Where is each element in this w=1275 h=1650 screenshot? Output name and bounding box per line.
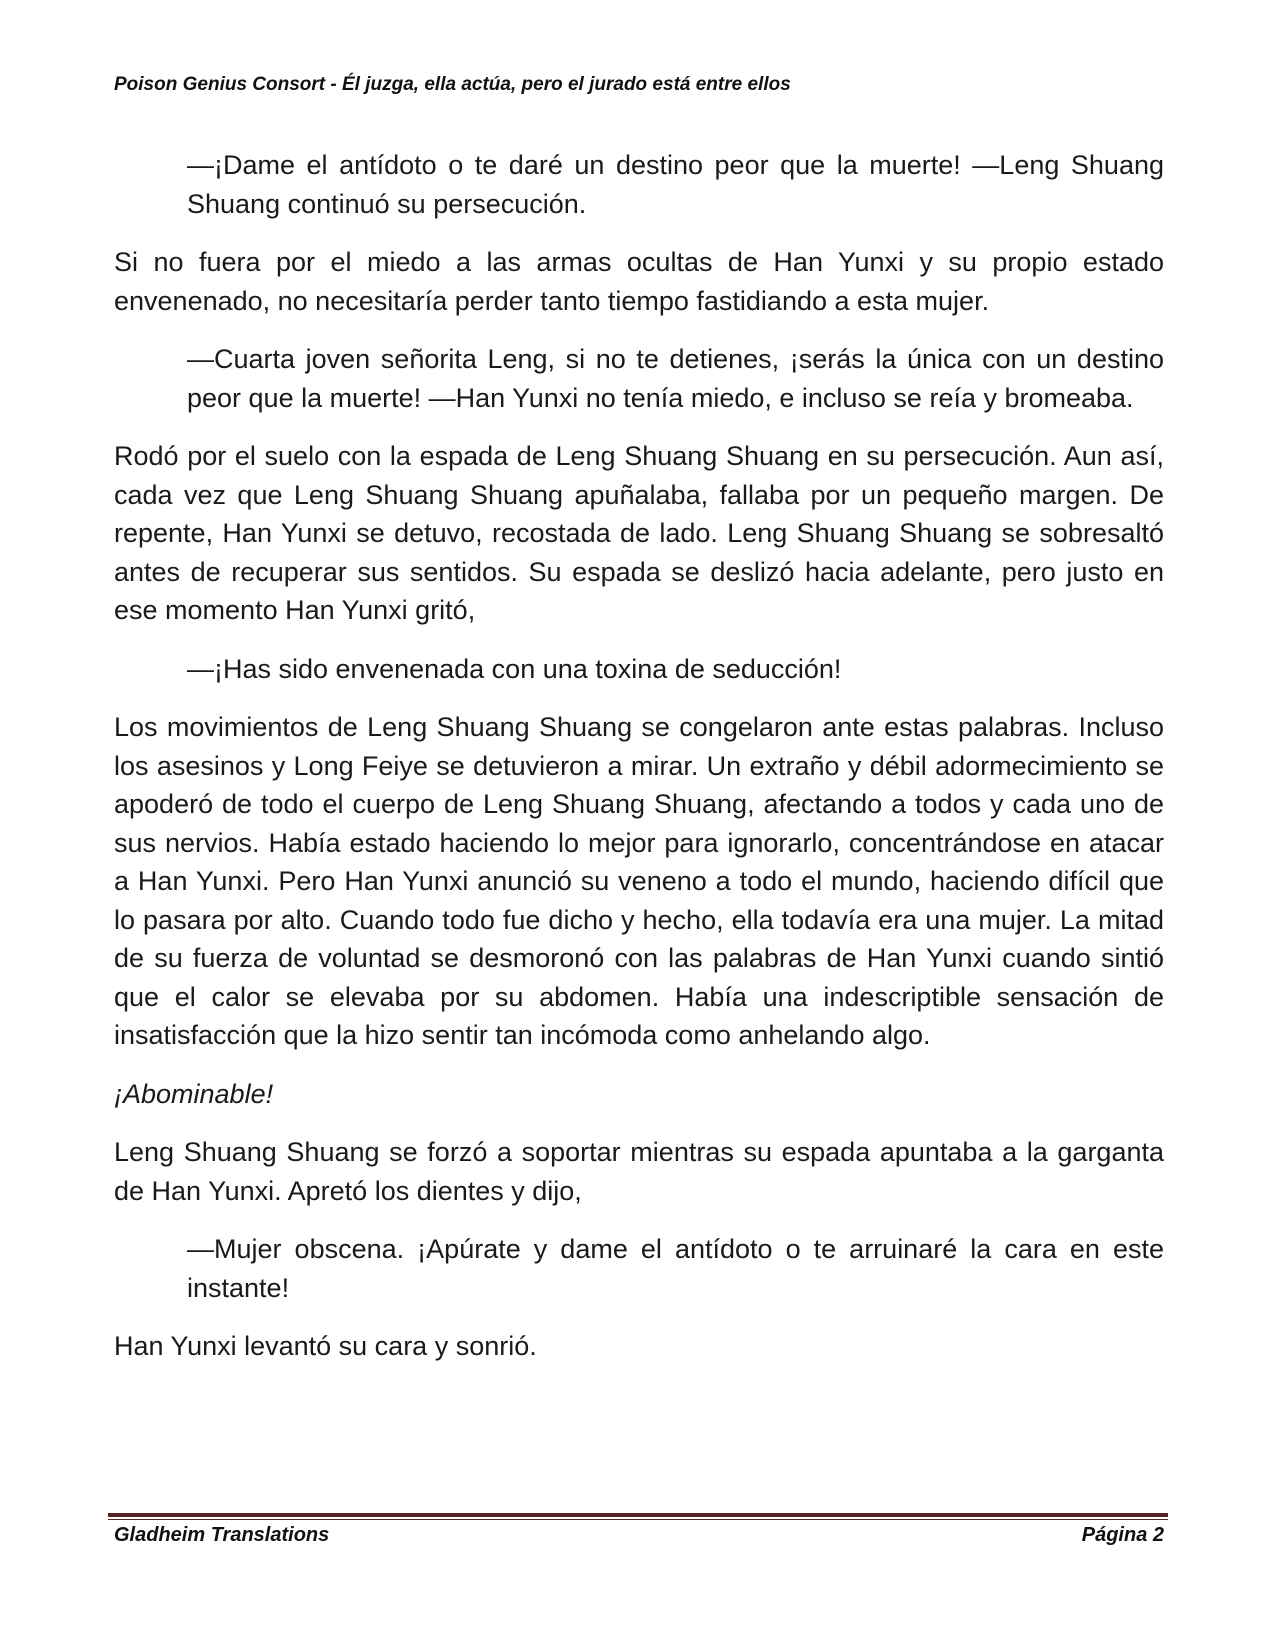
thought-paragraph: ¡Abominable! (114, 1078, 274, 1109)
narration-paragraph: Si no fuera por el miedo a las armas ocultas de Han Yunxi y su propio estado envenenado, no necesitaría perder tanto tiempo fastidiando a esta mujer. (114, 247, 1164, 316)
narration-paragraph: Leng Shuang Shuang se forzó a soportar mientras su espada apuntaba a la garganta de Han Yunxi. Apretó los dientes y dijo, (114, 1137, 1164, 1206)
dialogue-paragraph: —¡Has sido envenenada con una toxina de seducción! (187, 653, 842, 684)
footer-divider (108, 1513, 1168, 1520)
dialogue-paragraph: —Mujer obscena. ¡Apúrate y dame el antídoto o te arruinaré la cara en este instante! (187, 1234, 1164, 1303)
narration-paragraph: Han Yunxi levantó su cara y sonrió. (114, 1331, 537, 1361)
footer-divider-thin (108, 1519, 1168, 1520)
footer-publisher: Gladheim Translations (114, 1524, 330, 1546)
narration-paragraph: Rodó por el suelo con la espada de Leng Shuang Shuang en su persecución. Aun así, cada vez que Leng Shuang Shuang apuñalaba, fallaba por un pequeño margen. De repente, Han Yunxi se detuvo, recostada de lado. Leng Shuang Shuang se sobresaltó antes de recuperar sus sentidos. Su espada se deslizó hacia adelante, pero justo en ese momento Han Yunxi gritó, (114, 441, 1164, 625)
dialogue-paragraph: —¡Dame el antídoto o te daré un destino peor que la muerte! —Leng Shuang Shuang continuó su persecución. (187, 150, 1164, 219)
footer-divider-thick (108, 1513, 1168, 1517)
narration-paragraph: Los movimientos de Leng Shuang Shuang se congelaron ante estas palabras. Incluso los asesinos y Long Feiye se detuvieron a mirar. Un extraño y débil adormecimiento se apoderó de todo el cuerpo de Leng Shuang Shuang, afectando a todos y cada uno de sus nervios. Había estado haciendo lo mejor para ignorarlo, concentrándose en atacar a Han Yunxi. Pero Han Yunxi anunció su veneno a todo el mundo, haciendo difícil que lo pasara por alto. Cuando todo fue dicho y hecho, ella todavía era una mujer. La mitad de su fuerza de voluntad se desmoronó con las palabras de Han Yunxi cuando sintió que el calor se elevaba por su abdomen. Había una indescriptible sensación de insatisfacción que la hizo sentir tan incómoda como anhelando algo. (114, 712, 1164, 1050)
body-text (114, 146, 1164, 1386)
dialogue-paragraph: —Cuarta joven señorita Leng, si no te detienes, ¡serás la única con un destino peor que la muerte! —Han Yunxi no tenía miedo, e incluso se reía y bromeaba. (187, 344, 1164, 413)
page-number: Página 2 (1081, 1524, 1164, 1546)
running-header: Poison Genius Consort - Él juzga, ella actúa, pero el jurado está entre ellos (114, 74, 791, 95)
